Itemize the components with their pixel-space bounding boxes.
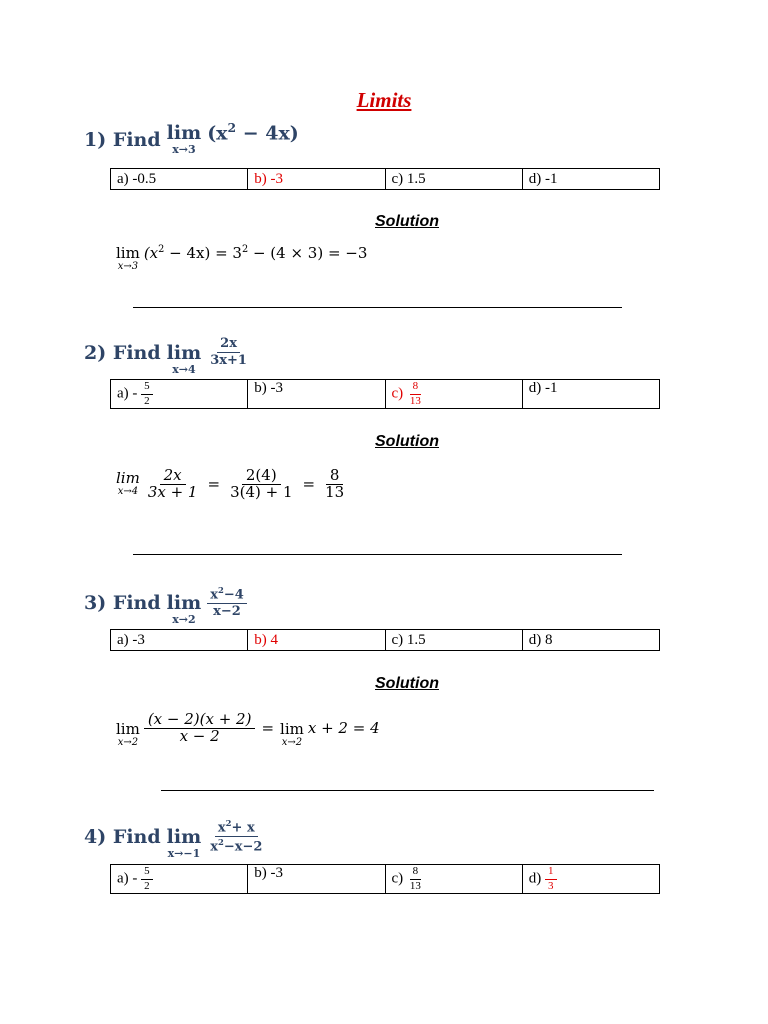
limit-expression: $\frac{x^2+ x}{x^2-x-2}$ xyxy=(210,818,263,855)
limit-expression: $(x^2 - 4x)$ xyxy=(207,120,299,145)
limit-operator: lim x→−1 xyxy=(166,826,202,860)
question-4-heading xyxy=(84,814,265,859)
question-4-options xyxy=(110,864,660,894)
question-1-options xyxy=(110,168,660,190)
question-3-options xyxy=(110,629,660,651)
option-b-correct[interactable]: b) 4 xyxy=(248,630,385,651)
option-d[interactable]: d) 8 xyxy=(522,630,659,651)
solution-heading: Solution xyxy=(375,213,439,230)
option-c[interactable]: c) 1.5 xyxy=(385,630,522,651)
limit-expression: $\frac{2x}{3x+1}$ xyxy=(210,336,247,368)
limit-operator: lim x→4 xyxy=(116,469,140,498)
option-a[interactable]: a) -3 xyxy=(111,630,248,651)
option-b[interactable]: b) -3 xyxy=(248,380,385,409)
option-d[interactable]: d) -1 xyxy=(522,169,659,190)
option-a[interactable]: a) - $\frac{5}{2}$ xyxy=(111,865,248,894)
solution-2: lim x→4 $\frac{2x}{3x + 1}$ = $\frac{2(4)}{3(4) + 1}$ = $\frac{8}{13}$ xyxy=(116,466,345,501)
question-2-options xyxy=(110,379,660,409)
question-2-heading xyxy=(84,330,250,375)
divider xyxy=(161,790,654,791)
limit-operator: lim x→2 xyxy=(166,592,202,626)
solution-heading: Solution xyxy=(375,675,439,692)
question-number: 1) Find xyxy=(84,128,161,151)
solution-3: lim x→2 $\frac{(x - 2)(x + 2)}{x - 2}$ = lim x→2 x + 2 = 4 xyxy=(116,709,380,748)
option-b[interactable]: b) -3 xyxy=(248,865,385,894)
question-3-heading xyxy=(84,580,247,625)
page-title: Limits xyxy=(356,88,412,112)
limit-operator: lim x→4 xyxy=(166,342,202,376)
limit-expression: $\frac{x^2-4}{x-2}$ xyxy=(207,586,247,619)
option-c[interactable]: c) 1.5 xyxy=(385,169,522,190)
question-number: 4) Find xyxy=(84,825,161,848)
divider xyxy=(133,307,622,308)
option-b-correct[interactable]: b) -3 xyxy=(248,169,385,190)
question-number: 3) Find xyxy=(84,591,161,614)
option-c-correct[interactable]: c) $\frac{8}{13}$ xyxy=(385,380,522,409)
question-number: 2) Find xyxy=(84,341,161,364)
limit-operator: lim x→2 xyxy=(116,720,140,748)
option-a[interactable]: a) -0.5 xyxy=(111,169,248,190)
option-a[interactable]: a) - $\frac{5}{2}$ xyxy=(111,380,248,409)
option-c[interactable]: c) $\frac{8}{13}$ xyxy=(385,865,522,894)
question-1-heading xyxy=(84,120,299,156)
limit-operator: lim x→2 xyxy=(280,720,304,748)
option-d[interactable]: d) -1 xyxy=(522,380,659,409)
solution-1: lim x→3 $(x^2 - 4x) = 3^2 - (4 \times 3) = -3$ xyxy=(116,244,368,272)
solution-heading: Solution xyxy=(375,433,439,450)
divider xyxy=(133,554,622,555)
limit-operator: lim x→3 xyxy=(166,122,202,156)
option-d-correct[interactable]: d) $\frac{1}{3}$ xyxy=(522,865,659,894)
limit-operator: lim x→3 xyxy=(116,244,140,272)
